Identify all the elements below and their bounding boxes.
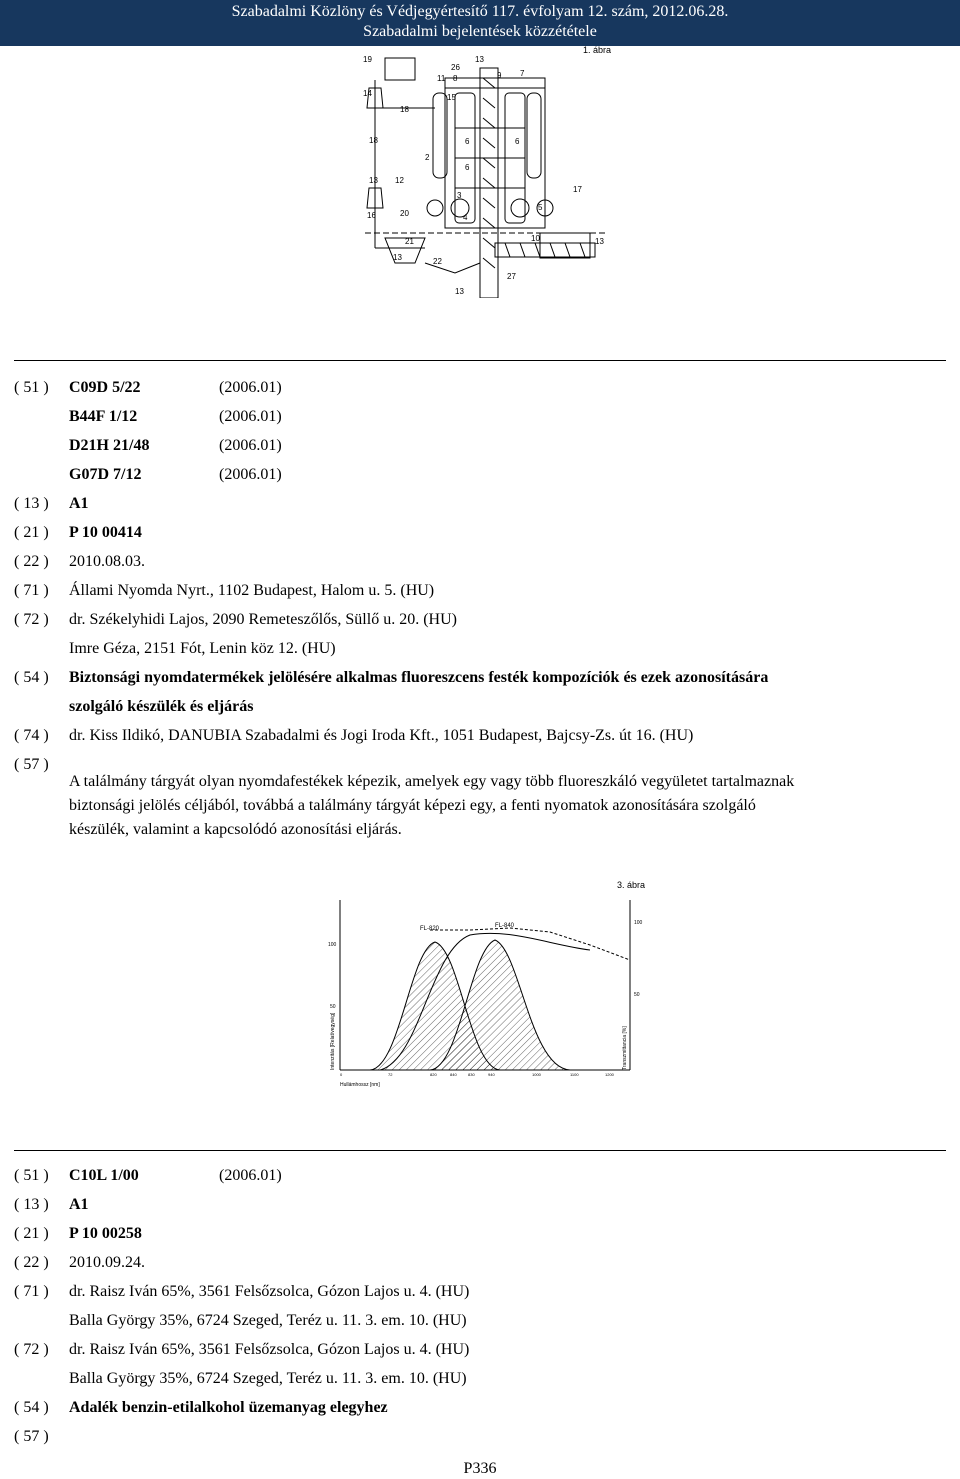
fig1-num: 14: [363, 89, 372, 98]
fig1-num: 2: [425, 153, 430, 162]
section-divider: [14, 360, 946, 361]
fig1-num: 18: [400, 105, 409, 114]
figure-3-label: 3. ábra: [617, 880, 646, 890]
fig1-num: 5: [538, 203, 543, 212]
section-title: Szabadalmi bejelentések közzététele: [363, 23, 597, 40]
x-tick: 940: [488, 1072, 495, 1077]
publication-header: [0, 0, 960, 46]
section-divider: [14, 1150, 946, 1151]
fig1-num: 4: [463, 213, 468, 222]
left-tick: 100: [328, 942, 337, 948]
fig1-num: 17: [573, 185, 582, 194]
fig1-num: 9: [497, 71, 502, 80]
fig1-num: 13: [595, 237, 604, 246]
right-tick: 50: [634, 992, 640, 998]
fig1-num: 13: [393, 253, 402, 262]
fig1-num: 26: [451, 63, 460, 72]
fig1-num: 19: [363, 55, 372, 64]
y-axis-label-right: Transzmittancia [%]: [622, 1026, 628, 1070]
fig1-num: 6: [515, 137, 520, 146]
fig1-num: 12: [395, 176, 404, 185]
curve-label-fl-820: FL-820: [420, 926, 440, 932]
x-tick: 840: [450, 1072, 457, 1077]
journal-title: Szabadalmi Közlöny és Védjegyértesítő 117. évfolyam 12. szám, 2012.06.28.: [231, 3, 729, 20]
fig1-num: 6: [465, 137, 470, 146]
abstract-1: A találmány tárgyát olyan nyomdafestékek képezik, amelyek egy vagy több fluoreszkáló vegyületet tartalmaznak biztonsági jelölés céljából, továbbá a találmány tárgyát képezi egy, a fenti nyomatok azonosítására szolgáló készülék, valamint a kapcsolódó azonosítási eljárás.: [69, 773, 795, 838]
x-tick: 1100: [570, 1072, 579, 1077]
fig1-num: 11: [437, 74, 446, 83]
left-tick: 50: [330, 1004, 336, 1010]
fig1-num: 7: [520, 69, 525, 78]
figure-3-spectrum-plot: [310, 890, 650, 1090]
x-tick: 1000: [532, 1072, 541, 1077]
fig1-num: 3: [457, 191, 462, 200]
x-tick: 1200: [605, 1072, 614, 1077]
figure-1-label: 1. ábra: [583, 45, 612, 55]
fig1-num: 21: [405, 237, 414, 246]
fig1-num: 20: [400, 209, 409, 218]
fig1-num: 10: [531, 234, 540, 243]
figure-1-apparatus-drawing: [355, 48, 615, 298]
fig1-num: 16: [367, 211, 376, 220]
fig1-num: 13: [369, 176, 378, 185]
right-tick: 100: [634, 920, 643, 926]
y-axis-label-left: Intenzitás [Relatívegység]: [330, 1012, 336, 1070]
fig1-num: 13: [475, 55, 484, 64]
x-tick: 820: [430, 1072, 437, 1077]
fig1-num: 13: [455, 287, 464, 296]
fig1-num: 18: [369, 136, 378, 145]
fig1-num: 27: [507, 272, 516, 281]
curve-label-fl-840: FL-840: [495, 923, 515, 929]
fig1-num: 15: [447, 93, 456, 102]
page-number: P336: [463, 1460, 497, 1477]
x-tick: 0: [340, 1072, 343, 1077]
fig1-num: 6: [465, 163, 470, 172]
fig1-num: 8: [453, 74, 458, 83]
x-axis-label: Hullámhossz [nm]: [340, 1082, 380, 1088]
x-tick: 830: [468, 1072, 475, 1077]
fig1-num: 22: [433, 257, 442, 266]
x-tick: 72: [388, 1072, 393, 1077]
